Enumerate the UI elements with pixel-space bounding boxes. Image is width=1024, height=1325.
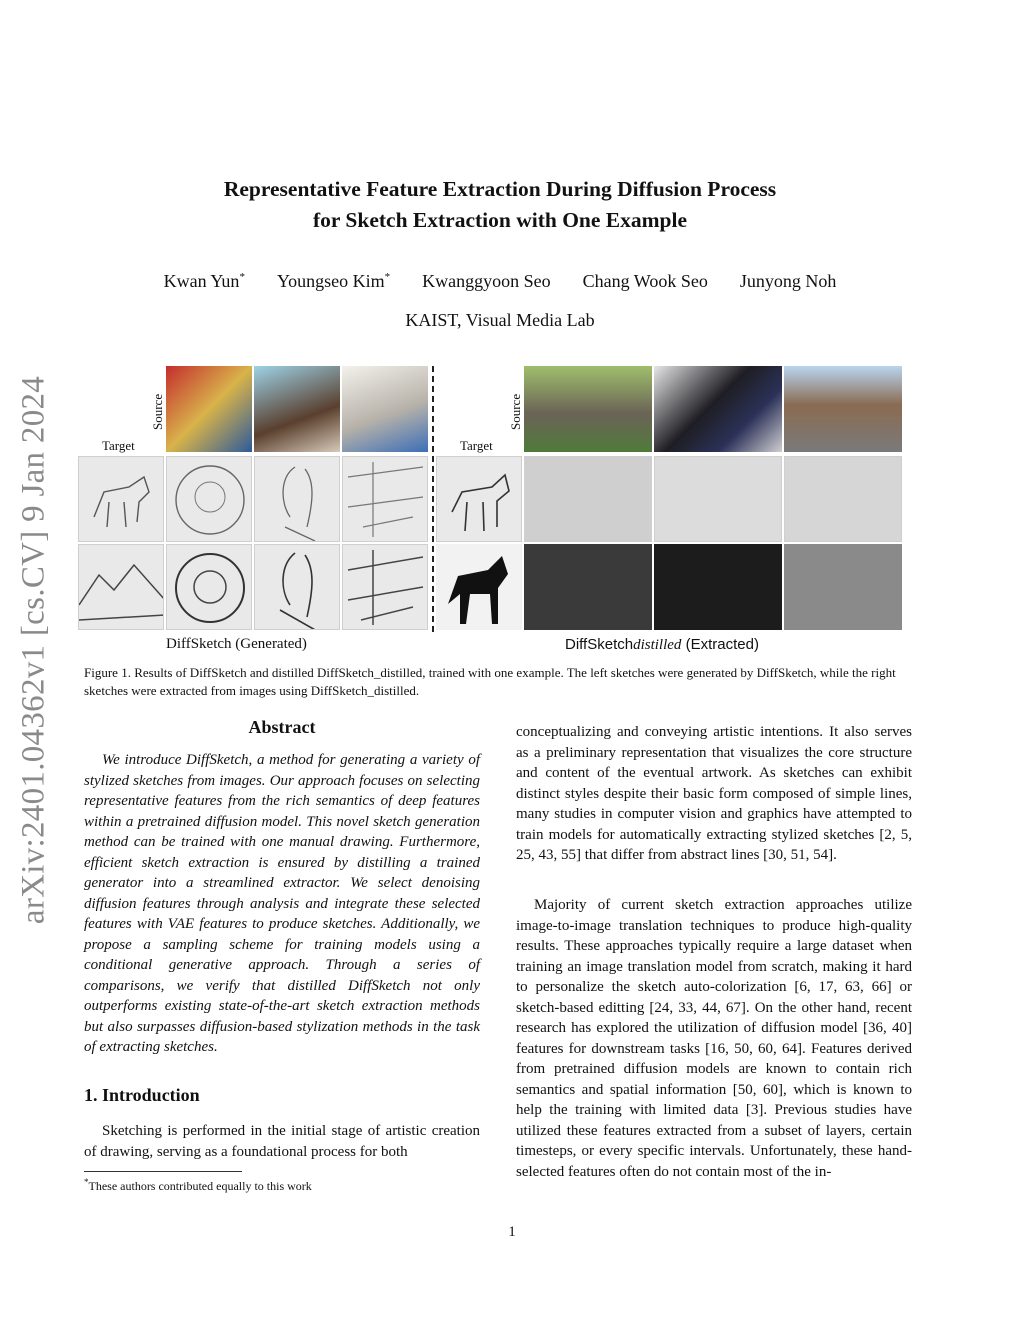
generated-sketch (254, 456, 340, 542)
generated-sketch (342, 456, 428, 542)
target-sketch-zebra (436, 456, 522, 542)
source-image-bags (654, 366, 782, 452)
abstract-heading: Abstract (248, 717, 316, 737)
source-image-room (342, 366, 428, 452)
author: Kwan Yun* (163, 271, 245, 291)
extracted-sketch (524, 456, 652, 542)
intro-heading: 1. Introduction (84, 1085, 200, 1105)
source-label: Source (508, 393, 523, 430)
author: Youngseo Kim* (276, 271, 391, 291)
extracted-sketch (524, 544, 652, 630)
extracted-sketch (654, 544, 782, 630)
intro-text: Sketching is performed in the initial stage of artistic creation of drawing, serving as a foundational process for both (84, 1123, 480, 1160)
figure-left-caption: DiffSketch (Generated) (166, 636, 307, 652)
source-image-portrait-art (166, 366, 252, 452)
footnote-rule (84, 1171, 242, 1172)
target-label: Target (460, 438, 493, 453)
target-label: Target (102, 438, 135, 453)
author: Kwanggyoon Seo (422, 271, 551, 291)
author-list (100, 271, 900, 292)
title-line-1: Representative Feature Extraction During Diffusion Process (223, 177, 777, 201)
target-sketch-horse (78, 456, 164, 542)
figure-right-caption: DiffSketchdistilled (Extracted) (565, 636, 759, 653)
paper-title (100, 174, 900, 236)
footnote: *These authors contributed equally to this work (84, 1177, 312, 1193)
source-image-elephants (524, 366, 652, 452)
figure-divider (432, 366, 434, 632)
abstract-text: We introduce DiffSketch, a method for generating a variety of stylized sketches from images. Our approach focuses on selecting representative features from the rich semantics of deep features within a pretrained diffusion model. This novel sketch generation method can be trained with one manual drawing. Furthermore, efficient sketch extraction is ensured by distilling a trained generator into a streamlined extractor. We select denoising diffusion features through analysis and integrate these selected features with VAE features to produce sketches. Additionally, we propose a sampling scheme for training models using a conditional generative approach. Through a series of comparisons, we verify that distilled DiffSketch not only outperforms existing state-of-the-art sketch extraction methods but also surpasses diffusion-based stylization methods in the task of extracting sketches. (84, 752, 480, 1055)
generated-sketch (342, 544, 428, 630)
author: Chang Wook Seo (582, 271, 708, 291)
figure-1 (84, 366, 902, 632)
title-line-2: for Sketch Extraction with One Example (312, 208, 688, 232)
arxiv-stamp (6, 370, 62, 930)
author: Junyong Noh (739, 271, 837, 291)
right-paragraph-1: conceptualizing and conveying artistic intentions. It also serves as a preliminary representation that visualizes the core structure and content of the eventual artwork. As sketches can exhibit distinct styles despite their basic form composed of simple lines, many studies in computer vision and graphics have attempted to train models for automatically extracting stylized sketches [2, 5, 25, 43, 55] that differ from abstract lines [30, 51, 54]. (516, 724, 912, 863)
horse-sketch-icon (79, 457, 164, 542)
target-sketch-horse-silhouette (436, 544, 522, 630)
generated-sketch (166, 544, 252, 630)
extracted-sketch (654, 456, 782, 542)
target-sketch-mountain (78, 544, 164, 630)
source-image-woman (254, 366, 340, 452)
arxiv-id: arXiv:2401.04362v1 [cs.CV] 9 Jan 2024 (15, 375, 52, 925)
affiliation: KAIST, Visual Media Lab (405, 310, 595, 330)
extracted-sketch (784, 544, 902, 630)
source-label: Source (150, 393, 165, 430)
source-image-street (784, 366, 902, 452)
extracted-sketch (784, 456, 902, 542)
generated-sketch (166, 456, 252, 542)
right-paragraph-2: Majority of current sketch extraction approaches utilize image-to-image translation techniques to produce high-quality results. These approaches typically require a large dataset when training an image translation model from scratch, making it hard to personalize the sketch auto-colorization [6, 17, 63, 66] or sketch-based editting [24, 33, 44, 67]. On the other hand, recent research has explored the utilization of diffusion model [36, 40] features for downstream tasks [16, 50, 60, 64]. Features derived from pretrained diffusion models are known to contain rich semantics and spatial information [50, 60], which is known to help the training with limited data [3]. Previous studies have utilized these features extracted from a subset of layers, certain timesteps, or every specific intervals. Unfortunately, these hand-selected features often do not contain most of the in- (516, 897, 912, 1180)
page-number: 1 (508, 1224, 516, 1240)
figure-caption: Figure 1. Results of DiffSketch and distilled DiffSketch_distilled, trained with one example. The left sketches were generated by DiffSketch, while the right sketches were extracted from images using DiffSketch_distilled. (84, 665, 896, 698)
generated-sketch (254, 544, 340, 630)
